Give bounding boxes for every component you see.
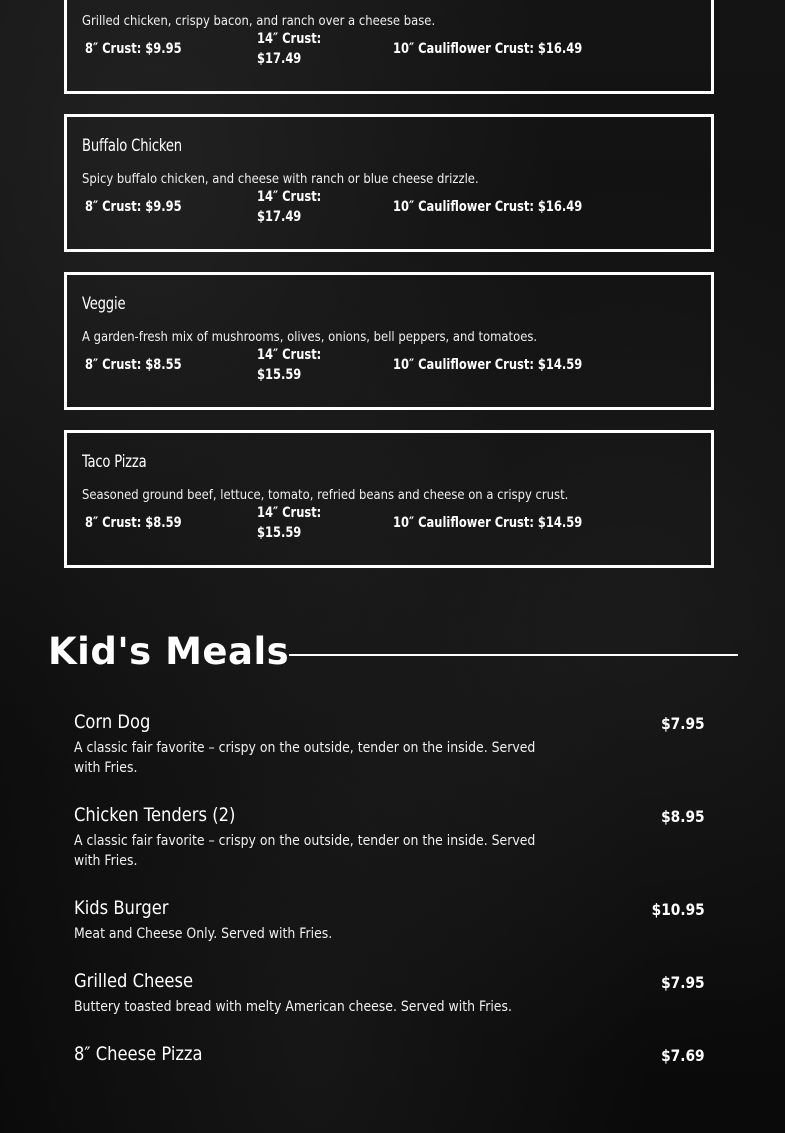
price-8-inch: 8″ Crust: $8.59	[85, 515, 182, 531]
kids-meal-name: Kids Burger	[74, 897, 169, 919]
price-14-value: $17.49	[257, 51, 302, 67]
pizza-description: Spicy buffalo chicken, and cheese with ranch or blue cheese drizzle.	[82, 171, 479, 187]
pizza-card	[64, 0, 714, 94]
price-14-inch	[257, 29, 321, 69]
price-14-value: $15.59	[257, 525, 302, 541]
price-14-inch	[257, 503, 321, 543]
pizza-name: Buffalo Chicken	[82, 136, 182, 156]
price-14-inch	[257, 345, 321, 385]
kids-meal-name: 8″ Cheese Pizza	[74, 1043, 203, 1065]
pizza-name: Veggie	[82, 294, 126, 314]
pizza-menu-list	[64, 0, 714, 588]
kids-meal-name: Grilled Cheese	[74, 970, 194, 992]
price-14-inch	[257, 187, 321, 227]
price-14-value: $17.49	[257, 209, 302, 225]
price-14-label: 14″ Crust:	[257, 347, 322, 363]
price-8-inch: 8″ Crust: $8.55	[85, 357, 182, 373]
price-14-value: $15.59	[257, 367, 302, 383]
price-10-inch-cauliflower: 10″ Cauliflower Crust: $16.49	[393, 41, 583, 57]
pizza-card	[64, 114, 714, 252]
kids-meal-price: $10.95	[651, 900, 705, 919]
pizza-description: Seasoned ground beef, lettuce, tomato, refried beans and cheese on a crispy crust.	[82, 487, 569, 503]
price-8-inch: 8″ Crust: $9.95	[85, 41, 182, 57]
kids-meal-price: $7.95	[661, 714, 705, 733]
kids-meal-description: A classic fair favorite – crispy on the outside, tender on the inside. Served with Fries.	[74, 833, 536, 869]
price-10-inch-cauliflower: 10″ Cauliflower Crust: $14.59	[393, 515, 583, 531]
price-10-inch-cauliflower: 10″ Cauliflower Crust: $16.49	[393, 199, 583, 215]
kids-meal-price: $7.95	[661, 973, 705, 992]
pizza-description: A garden-fresh mix of mushrooms, olives, onions, bell peppers, and tomatoes.	[82, 329, 538, 345]
pizza-description: Grilled chicken, crispy bacon, and ranch over a cheese base.	[82, 13, 436, 29]
kids-meal-description: A classic fair favorite – crispy on the outside, tender on the inside. Served with Fries.	[74, 740, 536, 776]
price-10-inch-cauliflower: 10″ Cauliflower Crust: $14.59	[393, 357, 583, 373]
kids-meal-name: Corn Dog	[74, 711, 151, 733]
kids-meal-price: $8.95	[661, 807, 705, 826]
price-14-label: 14″ Crust:	[257, 505, 322, 521]
kids-meal-description: Meat and Cheese Only. Served with Fries.	[74, 926, 333, 942]
kids-meal-description: Buttery toasted bread with melty American cheese. Served with Fries.	[74, 999, 512, 1015]
section-title-kids-meals: Kid's Meals	[48, 630, 290, 673]
kids-meal-price: $7.69	[661, 1046, 705, 1065]
price-14-label: 14″ Crust:	[257, 189, 322, 205]
price-8-inch: 8″ Crust: $9.95	[85, 199, 182, 215]
kids-meal-name: Chicken Tenders (2)	[74, 804, 236, 826]
pizza-card	[64, 430, 714, 568]
price-14-label: 14″ Crust:	[257, 31, 322, 47]
pizza-name: Taco Pizza	[82, 452, 147, 472]
pizza-card	[64, 272, 714, 410]
section-divider	[289, 654, 738, 656]
